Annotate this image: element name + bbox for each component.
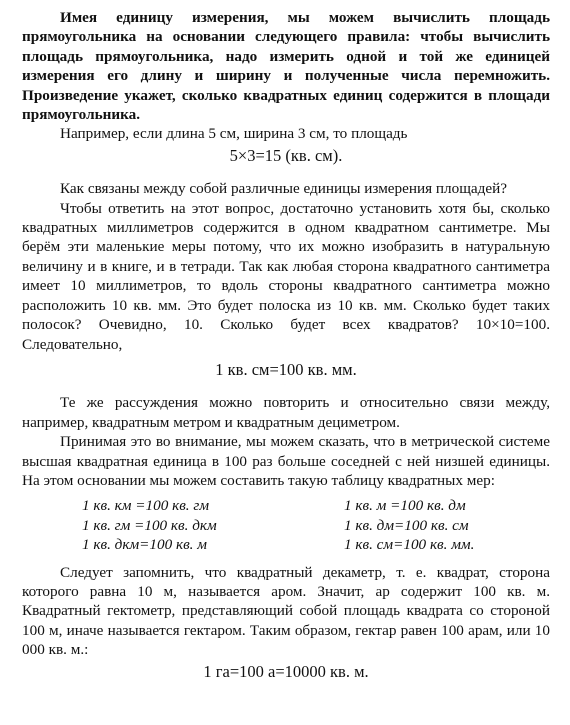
table-cell: 1 кв. км =100 кв. гм <box>82 497 210 515</box>
are-paragraph: Следует запомнить, что квадратный декаметр, т. е. квадрат, сторона которого равна 10 м, называется аром. Значит, ар содержит 100 кв. м. Квадратный гектометр, представляющий собой площадь квадрата со стороной 100 м, иначе называется гектаром. Таким образом, гектар равен 100 арам, или 10 000 кв. м.: <box>22 563 550 659</box>
table-cell: 1 кв. м =100 кв. дм <box>344 497 466 515</box>
table-cell: 1 кв. гм =100 кв. дкм <box>82 516 217 534</box>
area-example-formula: 5×3=15 (кв. см). <box>229 145 343 165</box>
example-paragraph: Например, если длина 5 см, ширина 3 см, то площадь <box>60 125 408 143</box>
table-cell: 1 кв. см=100 кв. мм. <box>344 536 475 554</box>
question-paragraph: Как связаны между собой различные единицы измерения площадей? <box>60 180 507 198</box>
table-cell: 1 кв. дм=100 кв. см <box>344 516 469 534</box>
table-cell: 1 кв. дкм=100 кв. м <box>82 536 207 554</box>
same-reasoning-paragraph: Те же рассуждения можно повторить и относительно связи между, например, квадратным метром и квадратным дециметром. <box>22 394 550 431</box>
answer-paragraph: Чтобы ответить на этот вопрос, достаточно установить хотя бы, сколько квадратных миллиметров содержится в одном квадратном сантиметре. Мы берём эти маленькие меры потому, что их можно изобразить в натуральную величину и в книге, и в тетради. Так как любая сторона квадратного сантиметра имеет 10 миллиметров, то вдоль стороны квадратного сантиметра можно расположить 10 кв. мм. Это будет полоска из 10 кв. мм. Сколько будет таких полосок? Очевидно, 10. Сколько будет всех квадратов? 10×10=100. Следовательно, <box>22 199 550 353</box>
square-measures-table <box>22 496 550 554</box>
cm-mm-formula: 1 кв. см=100 кв. мм. <box>215 359 357 379</box>
metric-paragraph: Принимая это во внимание, мы можем сказать, что в метрической системе высшая квадратная единица в 100 раз больше соседней с ней низшей единицы. На этом основании мы можем составить такую таблицу квадратных мер: <box>22 433 550 489</box>
ha-a-formula: 1 га=100 а=10000 кв. м. <box>203 661 369 681</box>
rule-paragraph: Имея единицу измерения, мы можем вычислить площадь прямоугольника на основании следующего правила: чтобы вычислить площадь прямоугольника, надо измерить одной и той же единицей измерения его длину и ширину и полученные числа перемножить. Произведение укажет, сколько квадратных единиц содержится в площади прямоугольника. <box>22 9 550 124</box>
